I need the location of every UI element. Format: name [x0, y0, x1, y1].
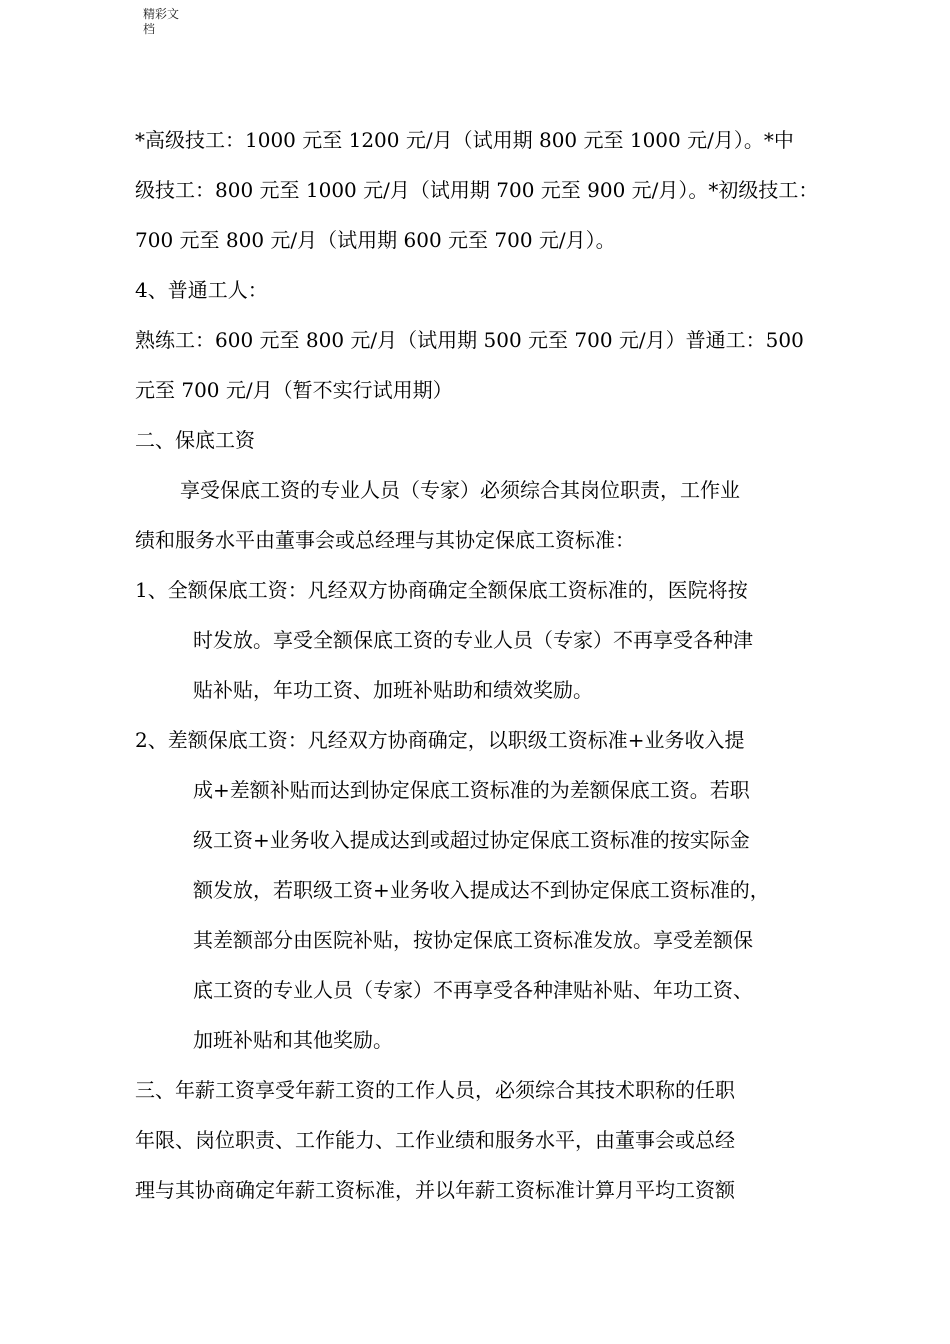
document-body: [135, 115, 835, 1215]
text-line: 其差额部分由医院补贴，按协定保底工资标准发放。享受差额保: [193, 928, 753, 952]
text-line: 时发放。享受全额保底工资的专业人员（专家）不再享受各种津: [193, 628, 753, 652]
text-line: 绩和服务水平由董事会或总经理与其协定保底工资标准：: [135, 528, 635, 552]
text-line: 贴补贴，年功工资、加班补贴助和绩效奖励。: [193, 678, 593, 702]
section-heading: 4、普通工人：: [135, 278, 268, 302]
text-line: *高级技工：1000 元至 1200 元/月（试用期 800 元至 1000 元/月）。*中: [135, 128, 794, 152]
list-item-2: 2、差额保底工资：凡经双方协商确定，以职级工资标准+业务收入提: [135, 728, 745, 752]
text-line: 年限、岗位职责、工作能力、工作业绩和服务水平，由董事会或总经: [135, 1128, 735, 1152]
text-line: 底工资的专业人员（专家）不再享受各种津贴补贴、年功工资、: [193, 978, 753, 1002]
text-line: 级工资+业务收入提成达到或超过协定保底工资标准的按实际金: [193, 828, 750, 852]
section-heading: 二、保底工资: [135, 428, 255, 452]
list-item-1: 1、全额保底工资：凡经双方协商确定全额保底工资标准的，医院将按: [135, 578, 748, 602]
text-line: 额发放，若职级工资+业务收入提成达不到协定保底工资标准的，: [193, 878, 770, 902]
text-line: 享受保底工资的专业人员（专家）必须综合其岗位职责，工作业: [180, 478, 740, 502]
header-mark: 精彩文档: [143, 7, 180, 36]
text-line: 级技工：800 元至 1000 元/月（试用期 700 元至 900 元/月）。*初级技工：: [135, 178, 819, 202]
section-heading: 三、年薪工资享受年薪工资的工作人员，必须综合其技术职称的任职: [135, 1078, 735, 1102]
text-line: 理与其协商确定年薪工资标准，并以年薪工资标准计算月平均工资额: [135, 1178, 735, 1202]
text-line: 加班补贴和其他奖励。: [193, 1028, 393, 1052]
text-line: 元至 700 元/月（暂不实行试用期）: [135, 378, 453, 402]
text-line: 成+差额补贴而达到协定保底工资标准的为差额保底工资。若职: [193, 778, 750, 802]
text-line: 700 元至 800 元/月（试用期 600 元至 700 元/月）。: [135, 228, 616, 252]
text-line: 熟练工：600 元至 800 元/月（试用期 500 元至 700 元/月）普通工：500: [135, 328, 804, 352]
